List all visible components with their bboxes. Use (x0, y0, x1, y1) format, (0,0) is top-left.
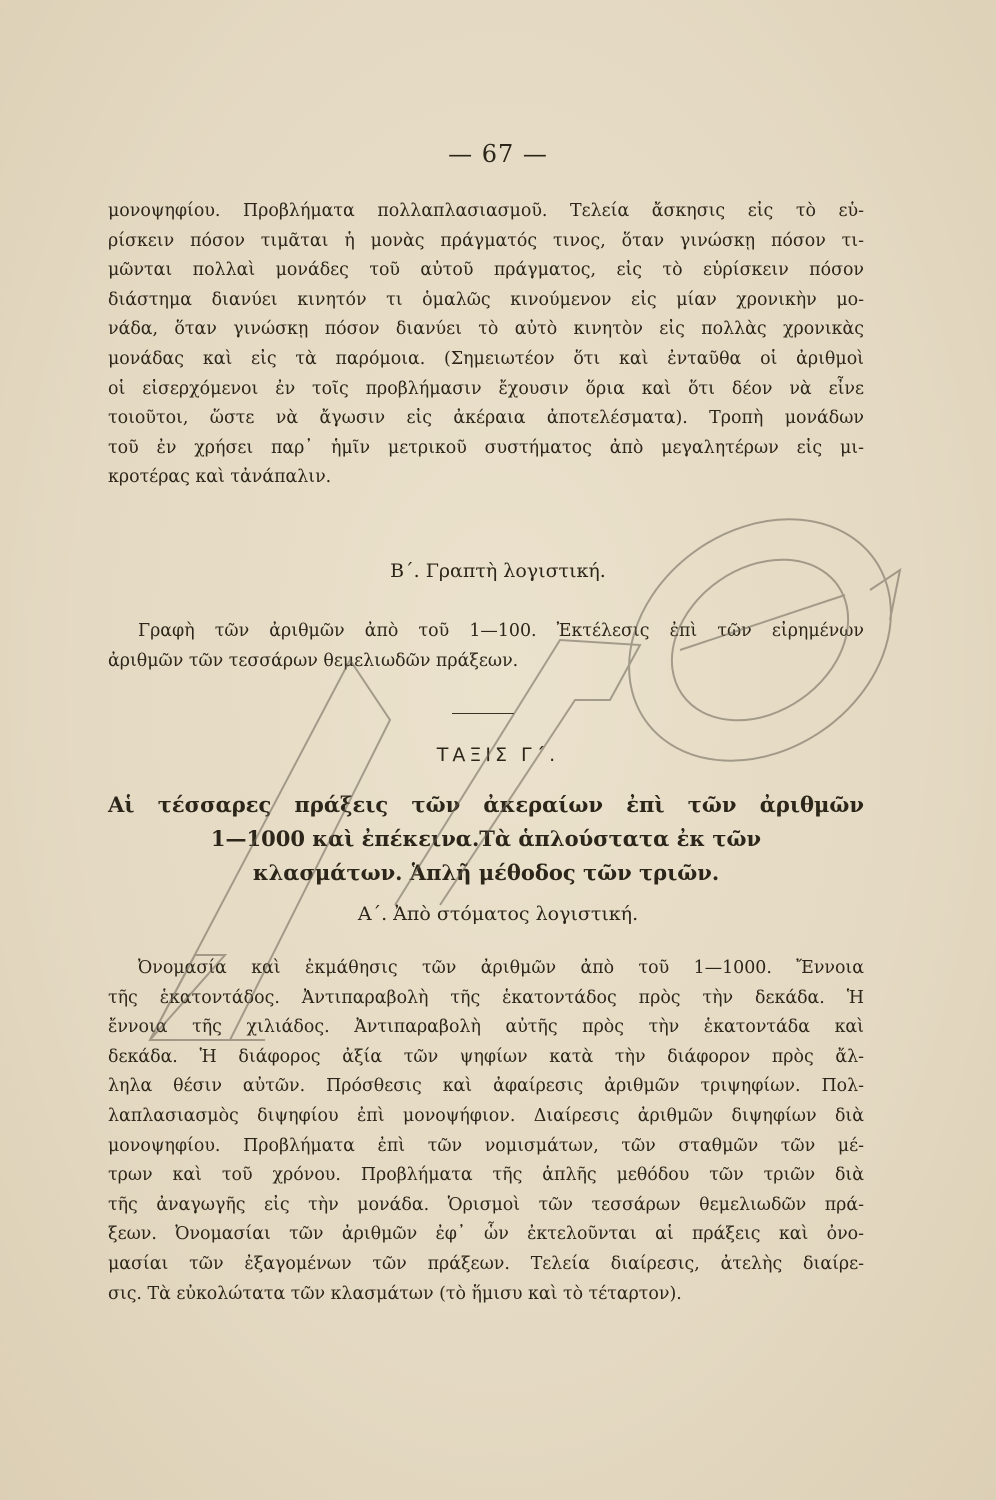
text-line: μονοψηφίου. Προβλήματα ἐπὶ τῶν νομισμάτων, τῶν σταθμῶν τῶν μέ- (108, 1135, 864, 1156)
text-line: τῆς ἀναγωγῆς εἰς τὴν μονάδα. Ὁρισμοὶ τῶν τεσσάρων θεμελιωδῶν πρά- (108, 1194, 864, 1215)
text-line: Ὀνομασία καὶ ἐκμάθησις τῶν ἀριθμῶν ἀπὸ τοῦ 1—1000. Ἔννοια (138, 958, 864, 978)
text-line: μῶνται πολλαὶ μονάδες τοῦ αὐτοῦ πράγματος, εἰς τὸ εὑρίσκειν πόσον (108, 260, 864, 281)
text-line: μασίαι τῶν ἐξαγομένων τῶν πράξεων. Τελεία διαίρεσις, ἀτελὴς διαίρε- (108, 1253, 864, 1274)
chapter-title (108, 788, 864, 890)
text-line: ἔννοια τῆς χιλιάδος. Ἀντιπαραβολὴ αὐτῆς πρὸς τὴν ἑκατοντάδα καὶ (108, 1017, 864, 1038)
section-heading-oral: Α΄. Ἀπὸ στόματος λογιστική. (357, 903, 639, 925)
class-title: ΤΑΞΙΣ Γ΄. (436, 744, 560, 766)
text-line: ληλα θέσιν αὐτῶν. Πρόσθεσις καὶ ἀφαίρεσις ἀριθμῶν τριψηφίων. Πολ- (108, 1076, 864, 1097)
text-line: σις. Τὰ εὐκολώτατα τῶν κλασμάτων (τὸ ἥμισυ καὶ τὸ τέταρτον). (108, 1283, 682, 1304)
paragraph-1 (108, 197, 864, 493)
paragraph-2 (108, 617, 864, 676)
title-line: 1—1000 καὶ ἐπέκεινα.Τὰ ἁπλούστατα ἐκ τῶν (210, 826, 762, 851)
text-line: ρίσκειν πόσον τιμᾶται ἡ μονὰς πράγματός τινος, ὅταν γινώσκῃ πόσον τι- (108, 230, 864, 251)
text-line: μονάδας καὶ εἰς τὰ παρόμοια. (Σημειωτέον ὅτι καὶ ἐνταῦθα οἱ ἀριθμοὶ (108, 348, 864, 369)
text-line: τρων καὶ τοῦ χρόνου. Προβλήματα τῆς ἁπλῆς μεθόδου τῶν τριῶν διὰ (108, 1165, 864, 1186)
page-number: — 67 — (448, 140, 548, 168)
text-line: λαπλασιασμὸς διψηφίου ἐπὶ μονοψήφιον. Διαίρεσις ἀριθμῶν διψηφίων διὰ (108, 1105, 864, 1126)
text-line: ξεων. Ὀνομασίαι τῶν ἀριθμῶν ἐφ᾽ ὧν ἐκτελοῦνται αἱ πράξεις καὶ ὀνο- (108, 1224, 864, 1245)
text-line: τῆς ἑκατοντάδος. Ἀντιπαραβολὴ τῆς ἑκατοντάδος πρὸς τὴν δεκάδα. Ἡ (108, 987, 864, 1008)
text-line: μονοψηφίου. Προβλήματα πολλαπλασιασμοῦ. Τελεία ἄσκησις εἰς τὸ εὑ- (108, 201, 864, 221)
text-line: τοῦ ἐν χρήσει παρ᾽ ἡμῖν μετρικοῦ συστήματος ἀπὸ μεγαλητέρων εἰς μι- (108, 437, 864, 458)
title-line: κλασμάτων. Ἁπλῆ μέθοδος τῶν τριῶν. (252, 860, 720, 885)
section-heading-written: Β΄. Γραπτὴ λογιστική. (390, 560, 606, 582)
text-line: Γραφὴ τῶν ἀριθμῶν ἀπὸ τοῦ 1—100. Ἐκτέλεσις ἐπὶ τῶν εἰρημένων (138, 621, 864, 641)
text-line: δεκάδα. Ἡ διάφορος ἀξία τῶν ψηφίων κατὰ τὴν διάφορον πρὸς ἄλ- (108, 1046, 864, 1067)
text-line: νάδα, ὅταν γινώσκῃ πόσον διανύει τὸ αὐτὸ κινητὸν εἰς πολλὰς χρονικὰς (108, 319, 864, 340)
text-line: οἱ εἰσερχόμενοι ἐν τοῖς προβλήμασιν ἔχουσιν ὅρια καὶ ὅτι δέον νὰ εἶνε (108, 378, 864, 399)
title-line: Αἱ τέσσαρες πράξεις τῶν ἀκεραίων ἐπὶ τῶν ἀριθμῶν (108, 792, 864, 817)
text-line: ἀριθμῶν τῶν τεσσάρων θεμελιωδῶν πράξεων. (108, 650, 519, 671)
paragraph-3 (108, 954, 864, 1309)
separator-line (452, 713, 514, 714)
text-line: κροτέρας καὶ τἀνάπαλιν. (108, 467, 332, 488)
text-line: διάστημα διανύει κινητόν τι ὁμαλῶς κινούμενον εἰς μίαν χρονικὴν μο- (108, 289, 864, 310)
text-line: τοιοῦτοι, ὥστε νὰ ἄγωσιν εἰς ἀκέραια ἀποτελέσματα). Τροπὴ μονάδων (108, 408, 864, 429)
